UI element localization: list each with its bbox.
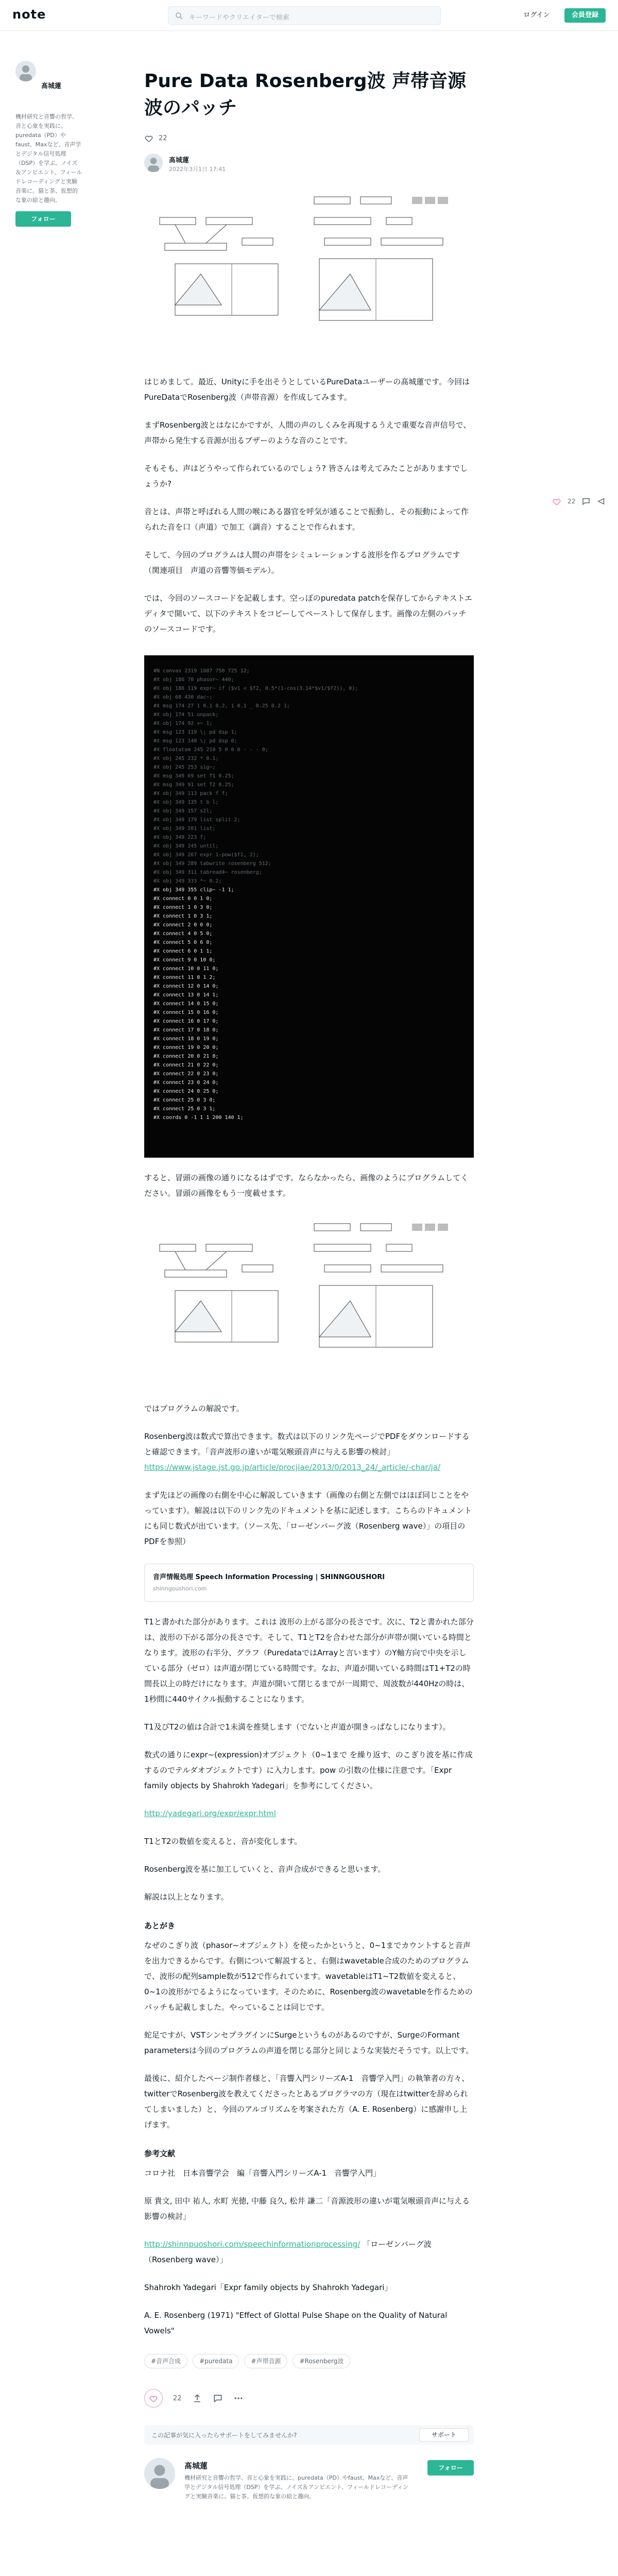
shinnpuoshori-link[interactable]: http://shinnpuoshori.com/speechinformationprocessing/ [144, 2240, 360, 2249]
code-line: #X obj 68 430 dac~; [153, 694, 213, 700]
more-icon[interactable] [233, 2393, 244, 2403]
code-line: #X msg 123 140 \; pd dsp 0; [153, 738, 237, 744]
share-icon[interactable] [597, 497, 606, 506]
code-line: #X connect 25 0 3 1; [153, 1106, 216, 1112]
code-line: #X msg 123 119 \; pd dsp 1; [153, 730, 237, 735]
code-line: #X obj 349 245 until; [153, 843, 219, 849]
heart-icon[interactable] [144, 133, 153, 143]
paragraph: T1及びT2の値は合計で1未満を推奨します（でないと声道が開きっぱなしになります）。 [144, 1722, 451, 1732]
code-line: #X obj 174 92 +~ 1; [153, 721, 213, 726]
code-line: #X connect 6 0 1 1; [153, 948, 213, 954]
code-line: #X obj 245 232 * 0.1; [153, 756, 219, 761]
pd-patch-illustration [144, 1213, 474, 1388]
paragraph: なぜのこぎり波（phasor~オブジェクト）を使ったかというと、0~1までカウントすると音声を出力できるからです。右側について解説すると、右側はwavetable合成のためのプログラムで、波形の配列sample数が512で作られています。wavetableはT1~T2数値を変えると、0~1の波形がでるようになっています。そのために、Rosenberg波のwavetableを作るためのパッチも記載しました。やっていることは同じです。 [144, 1941, 473, 2012]
paragraph: まず先ほどの画像の右側を中心に解説していきます（画像の右側と左側ではほぼ同じことをやっています）。解説は以下のリンク先のドキュメントを基に記述します。こちらのドキュメントにも同じ数式が出ています。（ソース先、「ローゼンバーグ波（Rosenberg wave）」の項目のPDFを参照） [144, 1490, 472, 1546]
code-line: #X obj 349 157 s2l; [153, 808, 213, 814]
code-line: #X connect 4 0 5 0; [153, 931, 213, 937]
code-line: #X msg 349 91 set T2 0.25; [153, 782, 234, 788]
code-line: #X connect 13 0 14 1; [153, 992, 219, 998]
code-line: #X obj 349 113 pack f f; [153, 791, 228, 796]
code-line: #N canvas 2319 1087 750 725 12; [153, 668, 250, 674]
author-avatar[interactable] [144, 154, 163, 172]
code-line: #X obj 349 135 t b l; [153, 800, 219, 805]
article [144, 57, 474, 2515]
site-header [0, 0, 618, 31]
expr-link[interactable]: http://yadegari.org/expr/expr.html [144, 1809, 276, 1818]
code-line: #X connect 19 0 20 0; [153, 1045, 219, 1050]
pd-patch-illustration [144, 187, 474, 362]
afterword-heading: あとがき [144, 1921, 176, 1930]
code-line: #X connect 11 0 1 2; [153, 975, 216, 980]
code-line: #X msg 349 69 set T1 0.25; [153, 773, 234, 779]
reference-text: 「ローゼンバーグ波（Rosenberg wave）」 [144, 2240, 432, 2264]
paragraph: T1と書かれた部分があります。これは 波形の上がる部分の長さです。次に、T2と書かれた部分は、波形の下がる部分の長さです。そして、T1とT2を合わせた部分が声帯が開いている時間となります。波形の右半分、グラフ（PuredataではArrayと言います）のY軸方向で中央を示している部分（ゼロ）は声道が閉じている時間です。なお、声道が開いている時間はT1+T2の時間長以上の時だけになります。声道が開いて閉じるまでが一周期で、周波数が440Hzの時は、1秒間に440サイクル振動することになります。 [144, 1617, 474, 1704]
bottom-follow-button[interactable]: フォロー [427, 2460, 474, 2476]
paragraph: 数式の通りにexpr~(expression)オブジェクト（0~1まで を繰り返す、のこぎり波を基に作成するのでテルダオブジェクトです）に入力します。pow の引数の仕様に注意です。「Expr family objects by Shahrokh Yadegari」を参考にしてください。 [144, 1750, 473, 1790]
paragraph: Rosenberg波を基に加工していくと、音声合成ができると思います。 [144, 1865, 386, 1874]
link-card-title: 音声情報処理 Speech Information Processing | SHINNGOUSHORI [153, 1573, 385, 1581]
creator-name[interactable]: 髙城蓮 [41, 82, 62, 90]
code-line: #X connect 1 0 3 1; [153, 913, 213, 919]
comment-icon[interactable] [581, 497, 591, 506]
paragraph: T1とT2の数値を変えると、音が変化します。 [144, 1837, 302, 1846]
code-line: #X obj 349 355 clip~ -1 1; [153, 887, 234, 893]
paragraph: では、今回のソースコードを記載します。空っぽのpuredata patchを保存してからテキストエディタで開いて、以下のテキストをコピーしてペーストして保存します。画像の左側のパッチのソースコードです。 [144, 594, 472, 634]
tag-list [144, 2354, 474, 2368]
code-line: #X connect 23 0 24 0; [153, 1080, 219, 1086]
bottom-author-name[interactable]: 髙城蓮 [184, 2461, 208, 2470]
paragraph: すると、冒頭の画像の通りになるはずです。ならなかったら、画像のようにプログラムしてください。冒頭の画像をもう一度載せます。 [144, 1173, 469, 1198]
paragraph: 音とは、声帯と呼ばれる人間の喉にある器官を呼気が通ることで振動し、その振動によって作られた音を口（声道）で加工（調音）することで作られます。 [144, 507, 469, 532]
jstage-link[interactable]: https://www.jstage.jst.go.jp/article/procjiae/2013/0/2013_24/_article/-char/ja/ [144, 1463, 441, 1472]
code-line: #X obj 349 289 tabwrite rosenberg 512; [153, 861, 271, 867]
support-button[interactable]: サポート [419, 2428, 469, 2442]
references-heading: 参考文献 [144, 2149, 176, 2158]
comment-icon[interactable] [213, 2393, 223, 2403]
code-line: #X connect 14 0 15 0; [153, 1001, 219, 1007]
code-line: #X obj 245 253 sig~; [153, 765, 216, 770]
code-line: #X obj 349 223 f; [153, 835, 207, 840]
code-line: #X connect 18 0 19 0; [153, 1036, 219, 1042]
heart-icon [149, 2394, 158, 2403]
paragraph: そして、今回のプログラムは人間の声帯をシミュレーションする波形を作るプログラムです（関連項目 声道の音響等価モデル）。 [144, 550, 460, 575]
code-line: #X connect 9 0 10 0; [153, 957, 216, 963]
follow-button[interactable]: フォロー [15, 211, 71, 227]
code-line: #X connect 17 0 18 0; [153, 1027, 219, 1033]
paragraph [144, 1429, 474, 1475]
code-line: #X obj 349 267 expr 1-pow($f1, 2); [153, 852, 259, 858]
signup-button[interactable]: 会員登録 [564, 8, 606, 23]
creator-avatar[interactable] [15, 61, 36, 81]
paragraph-text: Rosenberg波は数式で算出できます。数式は以下のリンク先ページでPDFをダウンロードすると確認できます。「音声波形の違いが電気喉頭音声に与える影響の検討」 [144, 1432, 470, 1456]
tag[interactable]: #音声合成 [144, 2354, 187, 2368]
author-name[interactable]: 髙城蓮 [169, 157, 190, 164]
bottom-author-avatar[interactable] [144, 2458, 175, 2489]
support-text: この記事が気に入ったらサポートをしてみませんか? [151, 2432, 297, 2439]
code-line: #X floatatom 245 210 5 0 0 0 - - - 0; [153, 747, 268, 753]
code-line: #X connect 24 0 25 0; [153, 1089, 219, 1094]
reference-item [144, 2236, 474, 2267]
code-line: #X obj 174 51 unpack; [153, 712, 219, 718]
reference-item: A. E. Rosenberg (1971) "Effect of Glottal Pulse Shape on the Quality of Natural Vowels" [144, 2311, 448, 2335]
creator-card [15, 61, 88, 227]
like-row [144, 132, 474, 144]
tag[interactable]: #声帯音源 [244, 2354, 287, 2368]
floating-actions [552, 497, 606, 506]
bottom-like-count: 22 [173, 2394, 182, 2402]
code-line: #X coords 0 -1 1 1 200 140 1; [153, 1115, 244, 1121]
search-placeholder: キーワードやクリエイターで検索 [189, 14, 289, 22]
paragraph: 蛇足ですが、VSTシンセプラグインにSurgeというものがあるのですが、SurgeのFormant parametersは今回のプログラムの声道を閉じる部分と同じような実装だそうです。以上です。 [144, 2030, 474, 2055]
link-card-url: shinngoushori.com [153, 1585, 207, 1592]
share-icon[interactable] [192, 2393, 202, 2403]
code-line: #X obj 349 311 tabread4~ rosenberg; [153, 870, 262, 875]
code-line: #X connect 10 0 11 0; [153, 966, 219, 972]
creator-bio: 機材研究と音響の哲学、音と心象を実践に。puredata（PD）やfaust、Maxなど、音声学とデジタル信号処理（DSP）を学ぶ。ノイズ＆アンビエント、フィールドレコーディングと実験音楽に。猫と茶、仮想的な象の絵と趣向。 [15, 113, 82, 204]
code-line: #X connect 0 0 1 0; [153, 896, 213, 902]
support-box [144, 2425, 474, 2445]
code-line: #X connect 22 0 23 0; [153, 1071, 219, 1077]
code-line: #X msg 174 27 1 0.1 0.2, 1 0.1 _ 0.25 0.2 1; [153, 703, 290, 709]
author-row [144, 154, 474, 174]
login-button[interactable]: ログイン [523, 11, 550, 19]
code-line: #X obj 186 70 phasor~ 440; [153, 677, 234, 683]
patch-image-repeat [144, 1213, 474, 1388]
code-line: #X connect 1 0 3 0; [153, 905, 213, 910]
code-line: #X connect 5 0 6 0; [153, 940, 213, 945]
code-line: #X obj 186 119 expr~ if ($v1 < $f2, 0.5*(1-cos(3.14*$v1/$f2)), 0); [153, 686, 358, 691]
code-line: #X connect 25 0 3 0; [153, 1097, 216, 1103]
code-line: #X connect 21 0 22 0; [153, 1062, 219, 1068]
paragraph: 解説は以上となります。 [144, 1892, 229, 1902]
reference-item: 原 貴文, 田中 祐人, 水町 光徳, 中藤 良久, 松井 謙二「音源波形の違いが電気喉頭音声に与える影響の検討」 [144, 2196, 470, 2221]
paragraph [144, 1806, 474, 1821]
code-line: #X connect 16 0 17 0; [153, 1019, 219, 1024]
tag[interactable]: #Rosenberg波 [293, 2354, 350, 2368]
code-line: #X obj 349 201 list; [153, 826, 216, 832]
bottom-author-bio: 機材研究と音響の哲学、音と心象を実践に。puredata（PD）やfaust、Maxなど、音声学とデジタル信号処理（DSP）を学ぶ。ノイズ＆アンビエント、フィールドレコーディングと実験音楽に。猫と茶、仮想的な象の絵と趣向。 [184, 2475, 409, 2500]
article-actions [144, 2389, 474, 2408]
paragraph: そもそも、声はどうやって作られているのでしょう? 皆さんは考えてみたことがありますでしょうか? [144, 464, 468, 488]
code-line: #X obj 349 333 *~ 0.2; [153, 878, 222, 884]
code-line: #X obj 349 179 list split 2; [153, 817, 241, 823]
code-line: #X connect 2 0 0 0; [153, 922, 213, 928]
paragraph: はじめまして。最近、Unityに手を出そうとしているPureDataユーザーの髙城蓮です。今回はPureDataでRosenberg波（声帯音源）を作成してみます。 [144, 377, 470, 402]
bottom-author-card [144, 2458, 474, 2515]
publish-date: 2022年3月1日 17:41 [169, 166, 226, 173]
code-block[interactable] [144, 655, 474, 1158]
tag[interactable]: #puredata [193, 2354, 239, 2368]
patch-image [144, 187, 474, 362]
article-title: Pure Data Rosenberg波 声帯音源波のパッチ [144, 71, 467, 118]
code-line: #X connect 15 0 16 0; [153, 1010, 219, 1015]
search-input[interactable] [168, 6, 441, 25]
like-button[interactable] [144, 2389, 163, 2408]
reference-item: コロナ社 日本音響学会 編「音響入門シリーズA-1 音響学入門」 [144, 2168, 381, 2178]
paragraph: まずRosenberg波とはなにかですが、人間の声のしくみを再現するうえで重要な音声信号で、声帯から発生する音源が出るブザーのような音のことです。 [144, 420, 471, 445]
paragraph: 最後に、紹介したページ制作者様と、「音響入門シリーズA-1 音響学入門」の執筆者の方々、twitterでRosenberg波を教えてくださったとあるプログラマの方（現在はtwitterを辞められてしまいました）と、今回のアルゴリズムを考案された方（A. E. Rosenberg）に感謝申し上げます。 [144, 2074, 470, 2129]
reference-item: Shahrokh Yadegari「Expr family objects by Shahrokh Yadegari」 [144, 2283, 392, 2292]
like-count: 22 [159, 134, 167, 142]
float-like-count: 22 [568, 498, 576, 505]
paragraph: ではプログラムの解説です。 [144, 1404, 244, 1413]
link-card[interactable] [144, 1564, 474, 1602]
code-line: #X connect 12 0 14 0; [153, 984, 219, 989]
search-icon [175, 11, 184, 21]
note-logo[interactable]: note [12, 7, 46, 22]
heart-icon[interactable] [552, 497, 561, 506]
code-line: #X connect 20 0 21 0; [153, 1054, 219, 1059]
